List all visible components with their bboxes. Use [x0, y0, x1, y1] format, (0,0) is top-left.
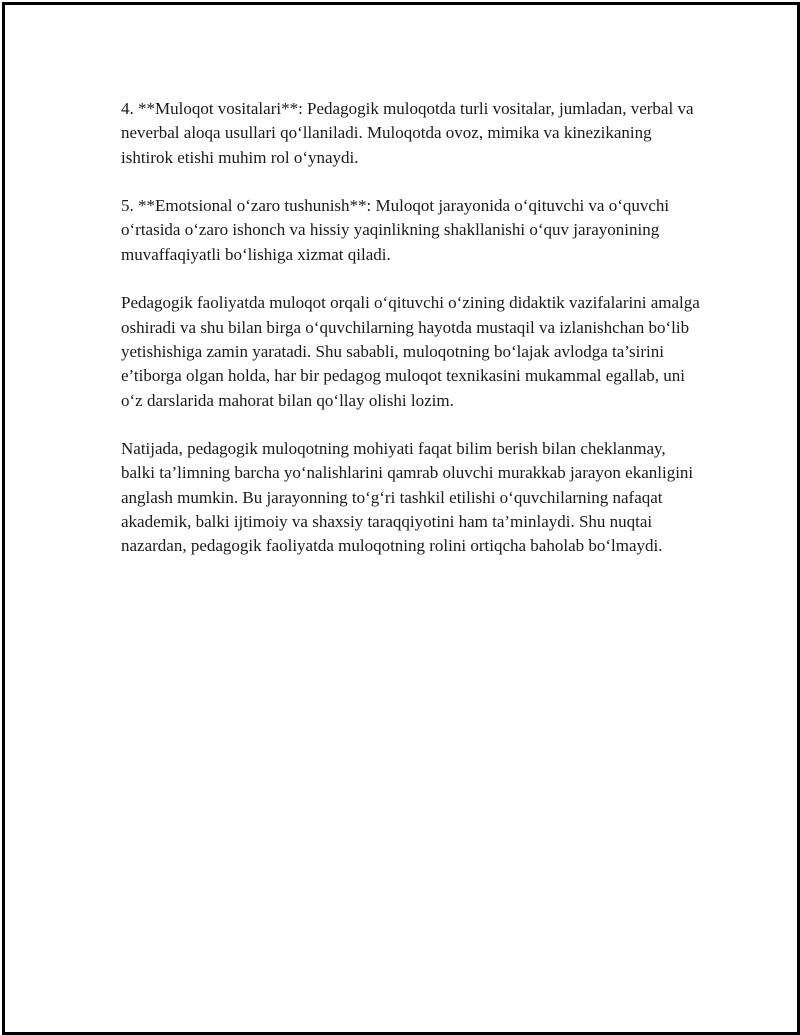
document-body — [121, 97, 701, 583]
paragraph-conclusion: Natijada, pedagogik muloqotning mohiyati faqat bilim berish bilan cheklanmay, balki ta’limning barcha yo‘nalishlarini qamrab oluvchi murakkab jarayon ekanligini anglash mumkin. Bu jarayonning to‘g‘ri tashkil etilishi o‘quvchilarning nafaqat akademik, balki ijtimoiy va shaxsiy taraqqiyotini ham ta’minlaydi. Shu nuqtai nazardan, pedagogik faoliyatda muloqotning rolini ortiqcha baholab bo‘lmaydi. — [121, 439, 694, 556]
paragraph-communication-means: 4. **Muloqot vositalari**: Pedagogik muloqotda turli vositalar, jumladan, verbal va neverbal aloqa usullari qo‘llaniladi. Muloqotda ovoz, mimika va kinezikaning ishtirok etishi muhim rol o‘ynaydi. — [121, 99, 694, 167]
paragraph-emotional-understanding: 5. **Emotsional o‘zaro tushunish**: Muloqot jarayonida o‘qituvchi va o‘quvchi o‘rtasida o‘zaro ishonch va hissiy yaqinlikning shakllanishi o‘quv jarayonining muvaffaqiyatli bo‘lishiga xizmat qiladi. — [121, 196, 670, 264]
page-border — [2, 2, 800, 1035]
paragraph-pedagogical-activity: Pedagogik faoliyatda muloqot orqali o‘qituvchi o‘zining didaktik vazifalarini amalga oshiradi va shu bilan birga o‘quvchilarning hayotda mustaqil va izlanishchan bo‘lib yetishishiga zamin yaratadi. Shu sababli, muloqotning bo‘lajak avlodga ta’sirini e’tiborga olgan holda, har bir pedagog muloqot texnikasini mukammal egallab, uni o‘z darslarida mahorat bilan qo‘llay olishi lozim. — [121, 293, 700, 410]
